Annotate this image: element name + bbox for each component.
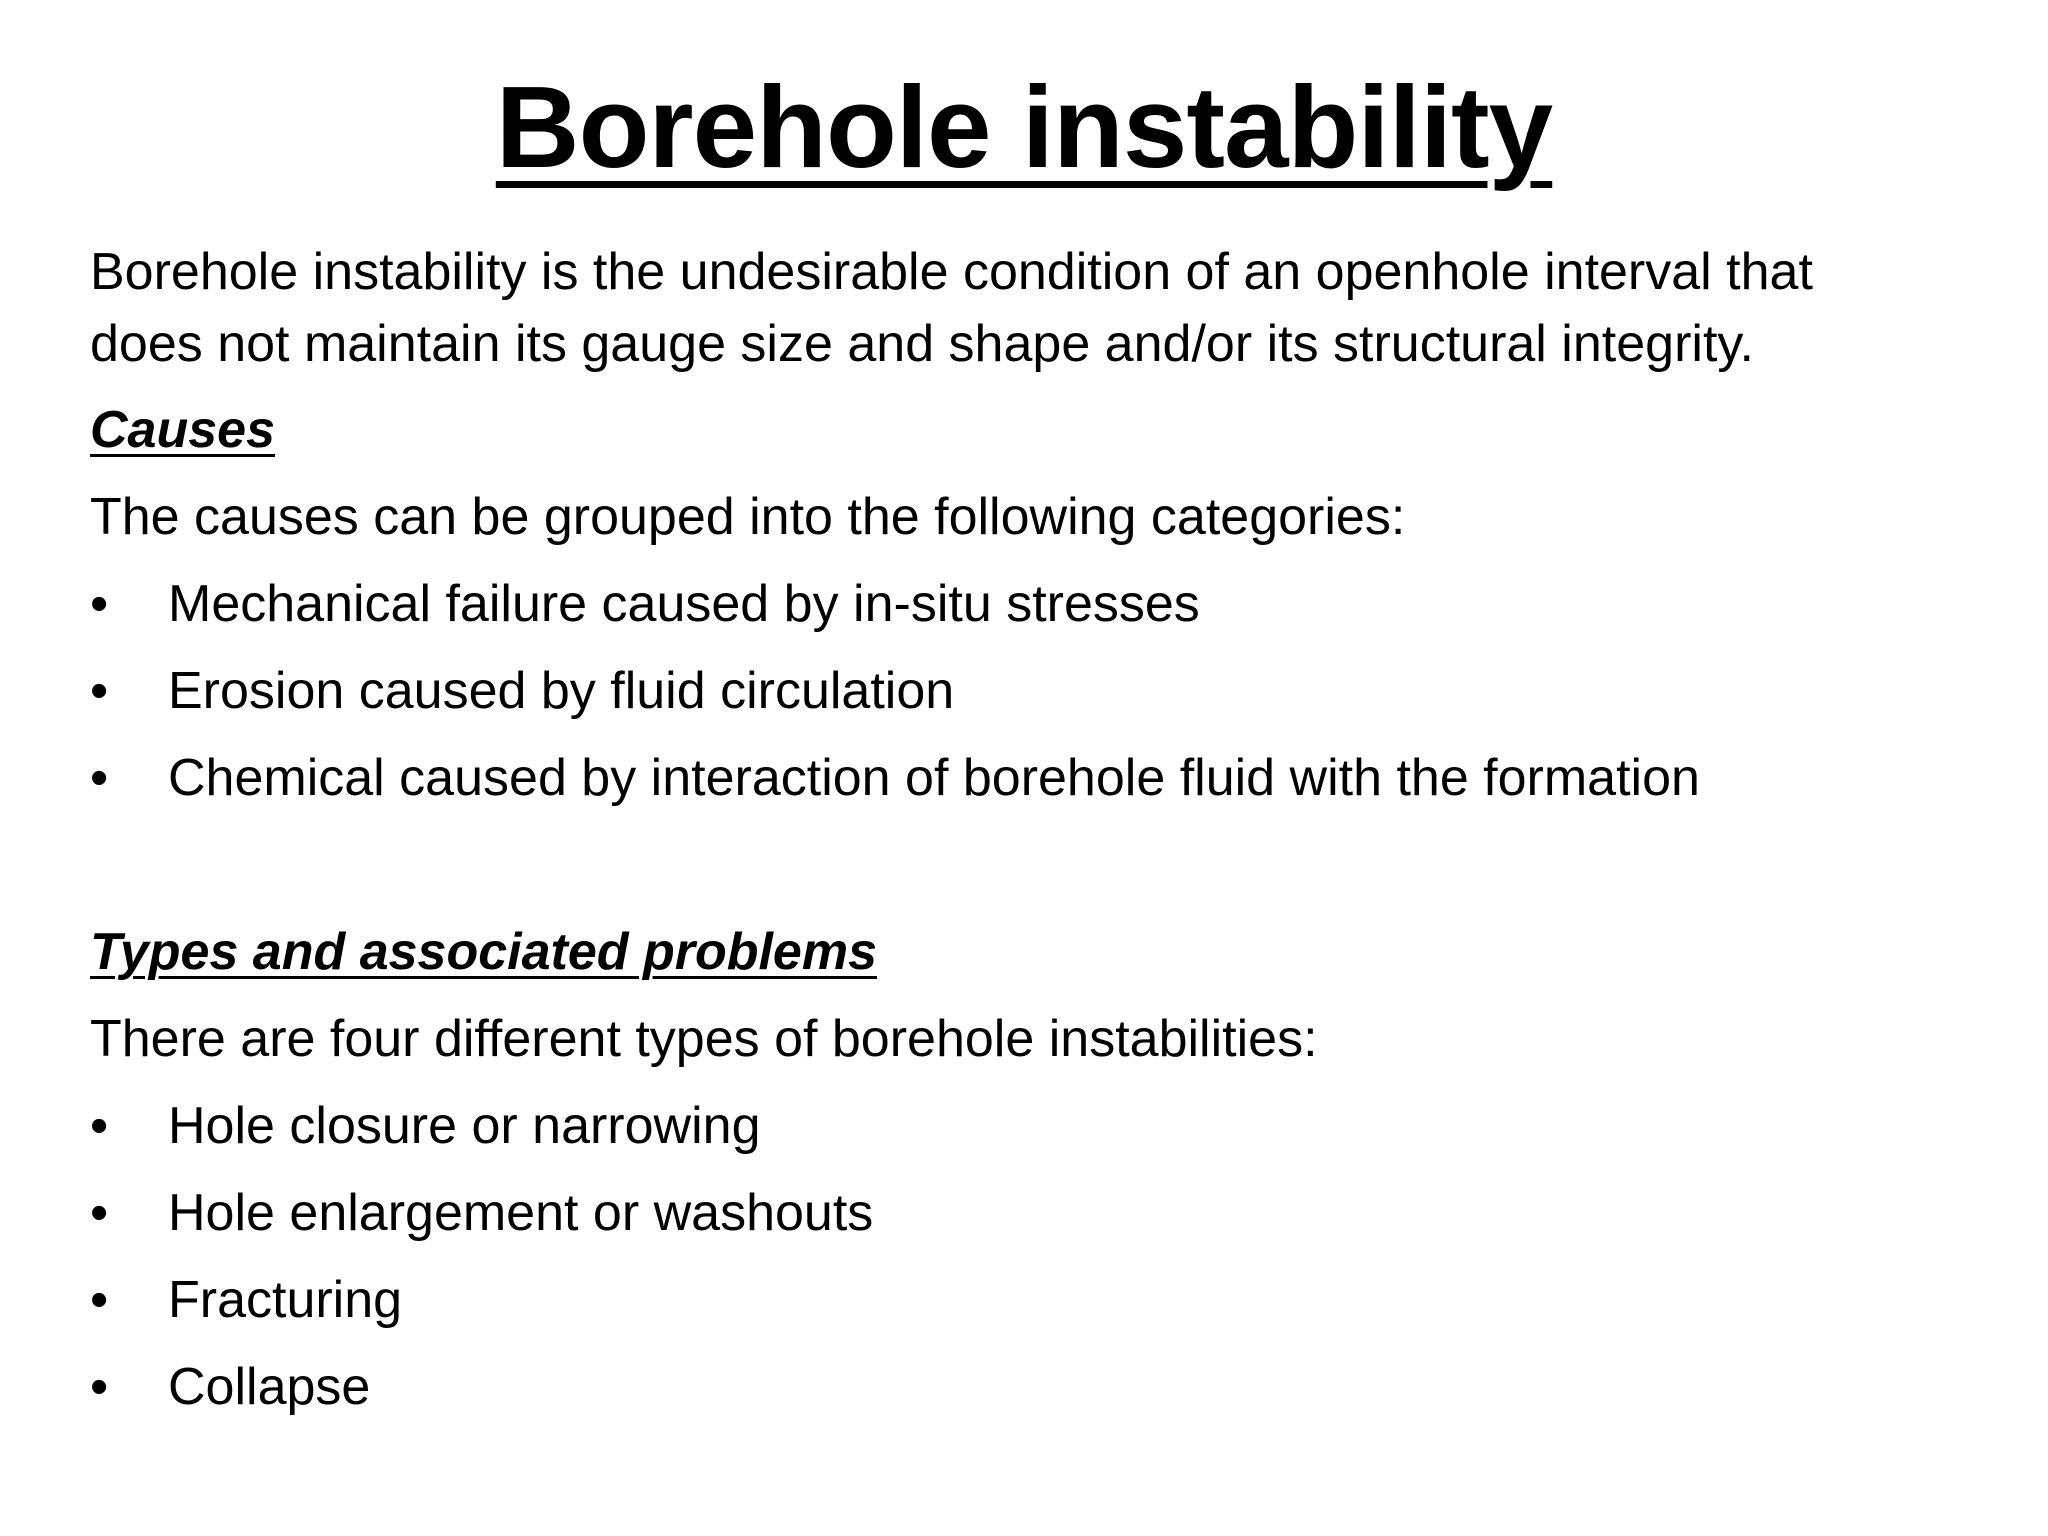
intro-line-1: Borehole instability is the undesirable condition of an openhole interval that [90, 243, 1813, 301]
bullet-icon: • [90, 1184, 109, 1242]
bullet-icon: • [90, 1358, 109, 1416]
bullet-icon: • [90, 1097, 109, 1155]
causes-lead: The causes can be grouped into the following categories: [90, 488, 1406, 546]
types-lead: There are four different types of borehole instabilities: [90, 1010, 1318, 1068]
causes-item-label: Erosion caused by fluid circulation [168, 662, 955, 720]
causes-heading: Causes [90, 401, 275, 459]
bullet-icon: • [90, 1271, 109, 1329]
types-item-label: Fracturing [168, 1271, 403, 1329]
bullet-icon: • [90, 575, 109, 633]
types-item-label: Hole enlargement or washouts [168, 1184, 874, 1242]
types-item-label: Hole closure or narrowing [168, 1097, 761, 1155]
bullet-icon: • [90, 749, 109, 807]
types-heading: Types and associated problems [90, 923, 878, 981]
bullet-icon: • [90, 662, 109, 720]
types-item-label: Collapse [168, 1358, 371, 1416]
intro-line-2: does not maintain its gauge size and shape and/or its structural integrity. [90, 315, 1754, 373]
causes-item-label: Chemical caused by interaction of borehole fluid with the formation [168, 749, 1700, 807]
slide-title-text: Borehole instability [495, 62, 1553, 192]
slide-title [0, 62, 2048, 192]
causes-item-label: Mechanical failure caused by in-situ stresses [168, 575, 1200, 633]
